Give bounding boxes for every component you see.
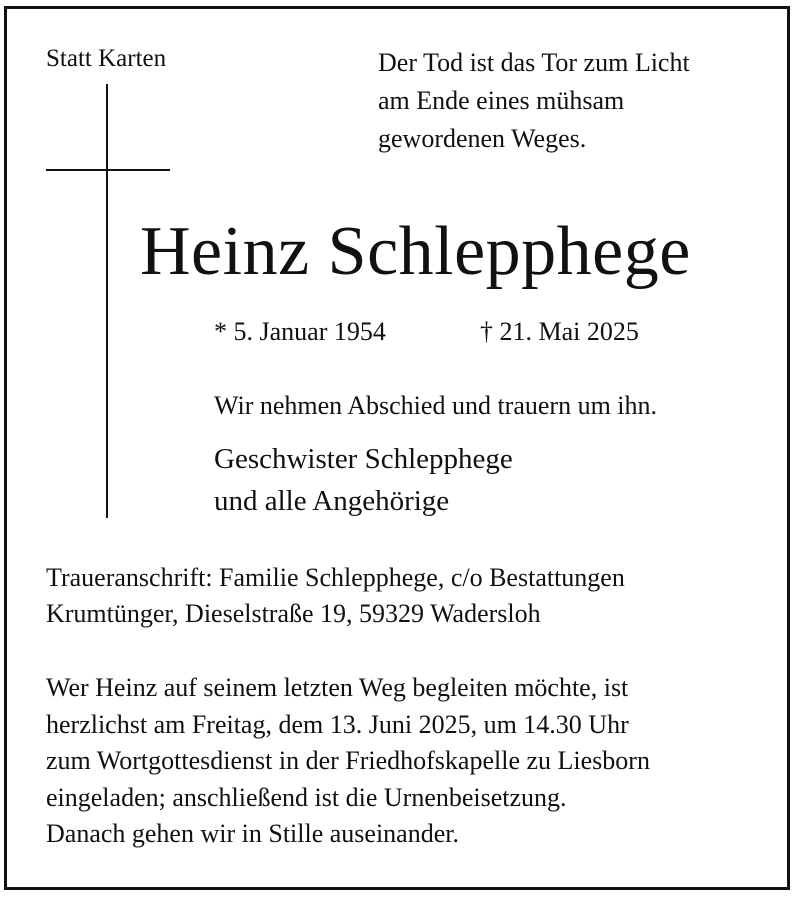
mourners-line: Geschwister Schlepphege <box>214 443 513 475</box>
cross-horizontal-bar <box>46 169 170 171</box>
motto-quote <box>378 44 690 158</box>
service-line: eingeladen; anschließend ist die Urnenbeisetzung. <box>46 782 567 812</box>
address-line: Traueranschrift: Familie Schlepphege, c/o Bestattungen <box>46 563 625 592</box>
address-line: Krumtünger, Dieselstraße 19, 59329 Wadersloh <box>46 599 541 628</box>
death-date: † 21. Mai 2025 <box>480 317 639 346</box>
motto-line: Der Tod ist das Tor zum Licht <box>378 48 690 77</box>
mourning-address <box>46 560 625 632</box>
mourners-line: und alle Angehörige <box>214 485 450 517</box>
deceased-name: Heinz Schlepphege <box>140 213 691 290</box>
service-line: Danach gehen wir in Stille auseinander. <box>46 819 459 848</box>
service-line: herzlichst am Freitag, dem 13. Juni 2025, um 14.30 Uhr <box>46 709 629 739</box>
motto-line: am Ende eines mühsam <box>378 86 625 115</box>
farewell-line: Wir nehmen Abschied und trauern um ihn. <box>214 391 658 420</box>
cross-vertical-bar <box>106 84 108 518</box>
birth-date: * 5. Januar 1954 <box>214 317 386 346</box>
service-line: zum Wortgottesdienst in der Friedhofskapelle zu Liesborn <box>46 746 650 775</box>
service-announcement <box>46 670 650 853</box>
mourners-block <box>214 438 513 522</box>
statt-karten-note: Statt Karten <box>46 45 167 72</box>
service-line: Wer Heinz auf seinem letzten Weg begleiten möchte, ist <box>46 673 629 702</box>
motto-line: gewordenen Weges. <box>378 124 587 153</box>
